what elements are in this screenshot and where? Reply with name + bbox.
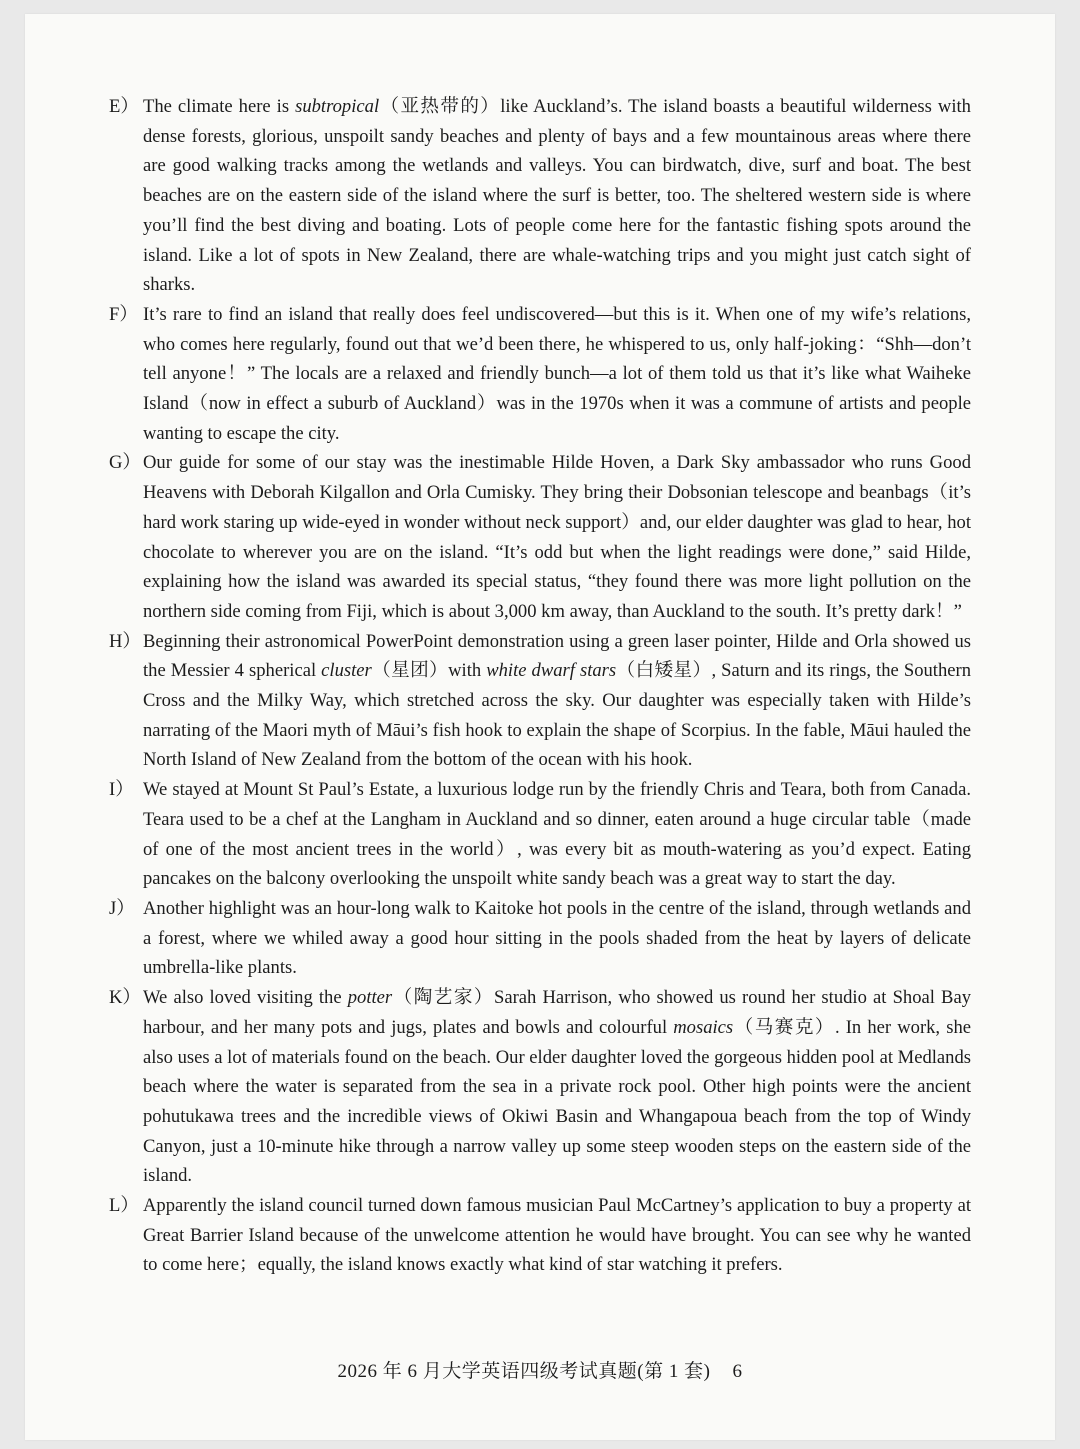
paragraph-e xyxy=(109,92,971,300)
exam-page xyxy=(25,14,1055,1440)
paragraph-text: Apparently the island council turned down famous musician Paul McCartney’s application to buy a property at Great Barrier Island because of the unwelcome attention he would have brought. You can see why he wanted to come here；equally, the island knows exactly what kind of star watching it prefers. xyxy=(143,1195,971,1276)
glossed-term: white dwarf stars xyxy=(486,660,617,682)
glossed-term: potter xyxy=(347,987,393,1009)
paragraph-text: We stayed at Mount St Paul’s Estate, a luxurious lodge run by the friendly Chris and Teara, both from Canada. Teara used to be a chef at the Langham in Auckland and so dinner, eaten around a huge circular table（made of one of the most ancient trees in the world）, was every bit as mouth-watering as you’d expect. Eating pancakes on the balcony overlooking the unspoilt white sandy beach was a great way to start the day. xyxy=(143,779,971,890)
paragraph-letter: G） xyxy=(109,452,142,474)
paragraph-h xyxy=(109,627,971,776)
paragraph-k xyxy=(109,983,971,1191)
paragraph-letter: F） xyxy=(109,303,138,325)
paragraph-g xyxy=(109,448,971,626)
glossed-term: subtropical xyxy=(295,96,380,117)
paragraph-letter: E） xyxy=(109,96,139,117)
paragraph-text: Beginning their astronomical PowerPoint demonstration using a green laser pointer, Hilde and Orla showed us the Messier 4 spherical cluster（星团）with white dwarf stars（白矮星）, Saturn and its rings, the Southern Cross and the Milky Way, which stretched across the sky. Our daughter was especially taken with Hilde’s narrating of the Maori myth of Māui’s fish hook to explain the shape of Scorpius. In the fable, Māui hauled the North Island of New Zealand from the bottom of the ocean with his hook. xyxy=(143,630,971,771)
exam-title: 2026 年 6 月大学英语四级考试真题(第 1 套) xyxy=(337,1361,711,1382)
glossed-term: cluster xyxy=(321,660,372,682)
passage-body xyxy=(109,92,971,1280)
page-footer xyxy=(25,1356,1055,1383)
paragraph-l xyxy=(109,1191,971,1280)
paragraph-letter: J） xyxy=(109,897,135,919)
paragraph-text: Another highlight was an hour-long walk to Kaitoke hot pools in the centre of the island, through wetlands and a forest, where we whiled away a good hour sitting in the pools shaded from the heat by layers of delicate umbrella-like plants. xyxy=(143,897,971,979)
paragraph-text: The climate here is subtropical（亚热带的）like Auckland’s. The island boasts a beautiful wilderness with dense forests, glorious, unspoilt sandy beaches and plenty of bays and a few mountainous areas where there are good walking tracks among the wetlands and valleys. You can birdwatch, dive, surf and boat. The best beaches are on the eastern side of the island where the surf is better, too. The sheltered western side is where you’ll find the best diving and boating. Lots of people come here for the fantastic fishing spots around the island. Like a lot of spots in New Zealand, there are whale-watching trips and you might just catch sight of sharks. xyxy=(143,96,971,296)
paragraph-letter: I） xyxy=(109,779,134,801)
paragraph-text: It’s rare to find an island that really does feel undiscovered—but this is it. When one of my wife’s relations, who comes here regularly, found out that we’d been there, he whispered to us, only half-joking：“Shh—don’t tell anyone！” The locals are a relaxed and friendly bunch—a lot of them told us that it’s like what Waiheke Island（now in effect a suburb of Auckland）was in the 1970s when it was a commune of artists and people wanting to escape the city. xyxy=(143,303,971,444)
paragraph-f xyxy=(109,300,971,449)
paragraph-text: We also loved visiting the potter（陶艺家）Sarah Harrison, who showed us round her studio at Shoal Bay harbour, and her many pots and jugs, plates and bowls and colourful mosaics（马赛克）. In her work, she also uses a lot of materials found on the beach. Our elder daughter loved the gorgeous hidden pool at Medlands beach where the water is separated from the sea in a private rock pool. Other high points were the ancient pohutukawa trees and the incredible views of Okiwi Basin and Whangapoua beach from the top of Windy Canyon, just a 10-minute hike through a narrow valley up some steep wooden steps on the eastern side of the island. xyxy=(143,987,971,1187)
paragraph-letter: H） xyxy=(109,630,142,652)
paragraph-j xyxy=(109,894,971,983)
paragraph-text: Our guide for some of our stay was the inestimable Hilde Hoven, a Dark Sky ambassador who runs Good Heavens with Deborah Kilgallon and Orla Cumisky. They bring their Dobsonian telescope and beanbags（it’s hard work staring up wide-eyed in wonder without neck support）and, our elder daughter was glad to hear, hot chocolate to wherever you are on the island. “It’s odd but when the light readings were done,” said Hilde, explaining how the island was awarded its special status, “they found there was more light pollution on the northern side coming from Fiji, which is about 3,000 km away, than Auckland to the south. It’s pretty dark！” xyxy=(143,452,971,622)
paragraph-letter: K） xyxy=(109,987,142,1009)
paragraph-letter: L） xyxy=(109,1195,139,1217)
glossed-term: mosaics xyxy=(673,1016,734,1038)
page-number: 6 xyxy=(732,1361,743,1382)
paragraph-i xyxy=(109,775,971,894)
